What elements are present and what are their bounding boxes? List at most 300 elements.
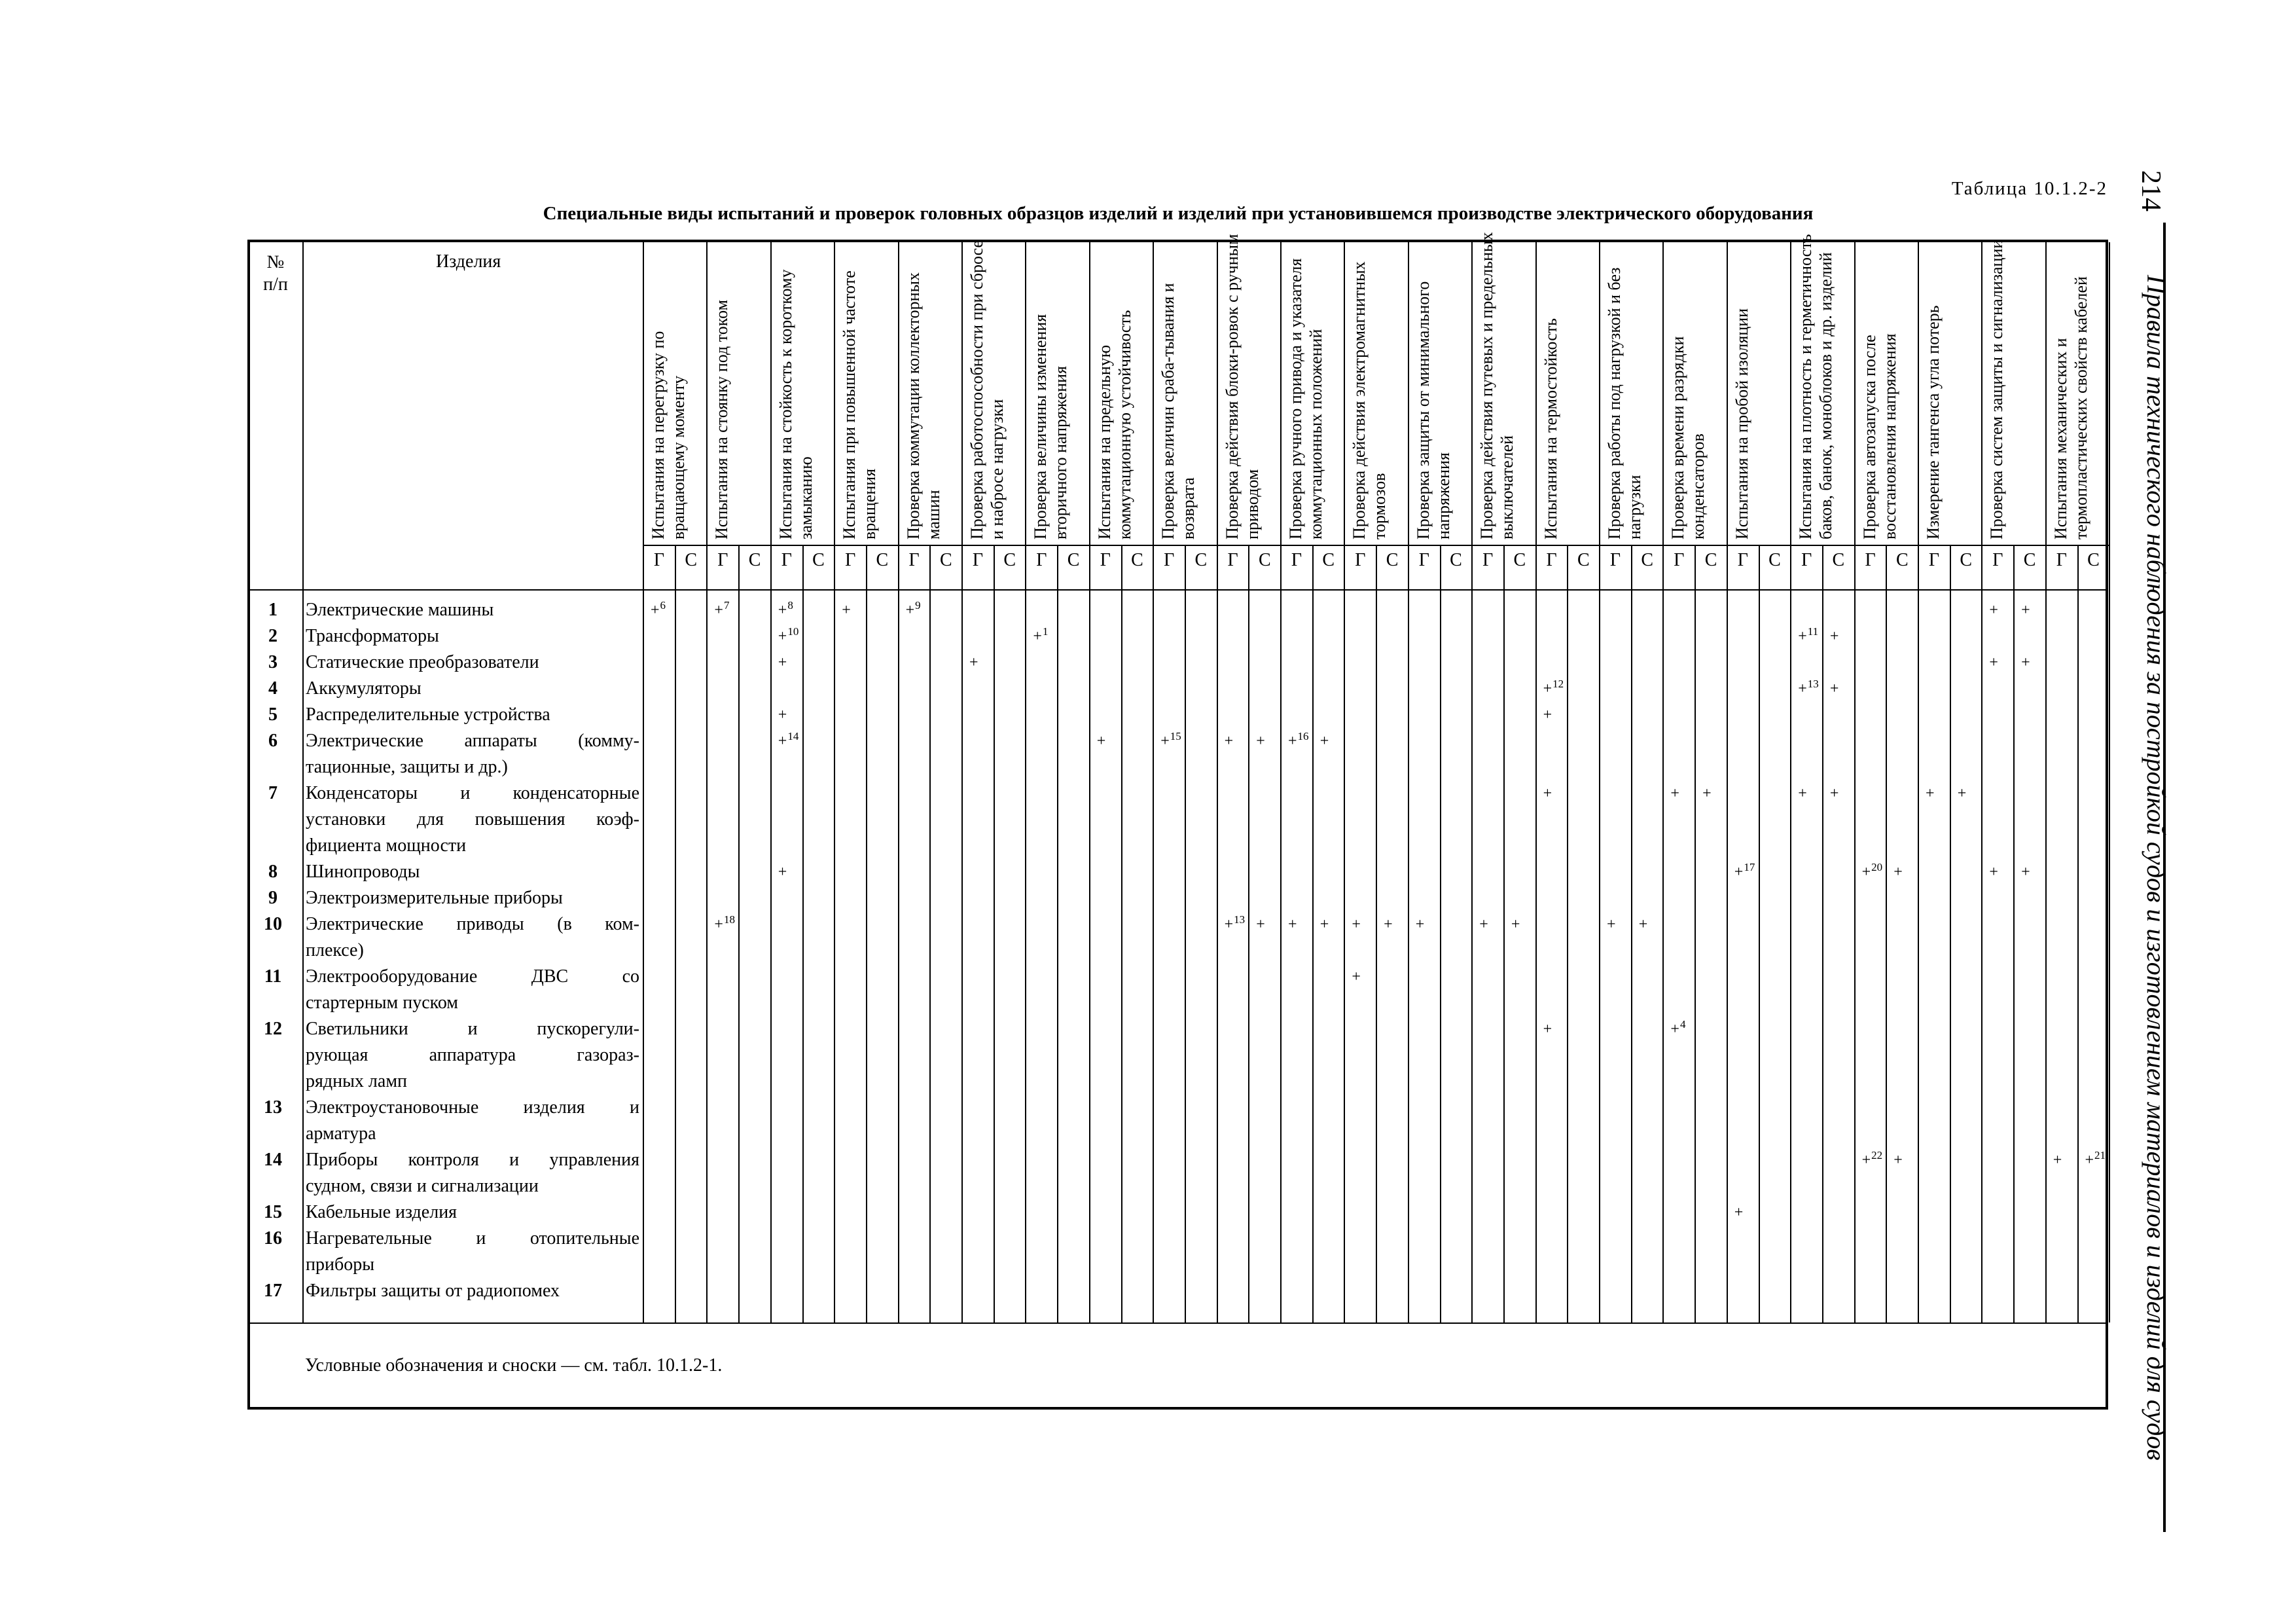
col-line <box>1217 242 1218 1322</box>
test-mark <box>1861 1149 1883 1169</box>
mark-footnote-ref: 12 <box>1552 678 1564 690</box>
col-line <box>1248 545 1249 1322</box>
test-mark <box>1861 861 1883 881</box>
header-s: С <box>812 550 825 570</box>
header-s: С <box>1131 550 1143 570</box>
mark-symbol: + <box>1224 733 1234 750</box>
header-s: С <box>1194 550 1208 570</box>
row-number: 7 <box>268 783 278 803</box>
header-g: Г <box>908 550 920 570</box>
header-g: Г <box>1865 550 1876 570</box>
row-item-name: арматура <box>306 1123 376 1144</box>
header-s: С <box>939 550 952 570</box>
row-item-name: Конденсаторы и конденсаторные <box>306 783 639 803</box>
mark-symbol: + <box>1256 916 1265 933</box>
test-mark <box>905 599 921 619</box>
col-line <box>1153 242 1154 1322</box>
mark-symbol: + <box>1893 1152 1903 1169</box>
footnote: Условные обозначения и сноски — см. табл. 10.1.2-1. <box>305 1355 723 1376</box>
row-number: 2 <box>268 626 278 646</box>
mark-footnote-ref: 10 <box>787 625 799 638</box>
test-mark <box>2053 1152 2062 1168</box>
row-number: 6 <box>268 731 278 751</box>
col-line <box>1471 242 1473 1322</box>
col-line <box>898 242 899 1322</box>
test-header-text: Испытания механических и термопластических свойств кабелей <box>2051 276 2090 539</box>
mark-footnote-ref: 21 <box>2094 1149 2106 1161</box>
header-g: Г <box>1164 550 1175 570</box>
row-item-name: тационные, защиты и др.) <box>306 757 508 777</box>
header-s: С <box>1386 550 1399 570</box>
col-line <box>994 545 995 1322</box>
test-mark <box>778 707 787 723</box>
row-item-name: Аккумуляторы <box>306 678 422 699</box>
col-line <box>1854 242 1856 1322</box>
header-g: Г <box>2056 550 2067 570</box>
col-line <box>1535 242 1537 1322</box>
col-line <box>1790 242 1791 1322</box>
mark-symbol: + <box>778 864 787 881</box>
header-g: Г <box>1801 550 1812 570</box>
mark-symbol: + <box>1829 628 1839 645</box>
test-mark <box>1256 917 1265 932</box>
row-item-name: Электроизмерительные приборы <box>306 888 563 908</box>
test-header-text: Проверка автозапуска после восстановления напряжения <box>1859 333 1899 539</box>
mark-symbol: + <box>1256 733 1265 750</box>
mark-symbol: + <box>1607 916 1616 933</box>
mark-symbol: + <box>905 602 915 619</box>
col-line <box>1886 545 1887 1322</box>
test-mark <box>1543 786 1552 801</box>
test-mark <box>1352 969 1361 985</box>
header-s: С <box>1704 550 1717 570</box>
test-header-text: Проверка ручного привода и указателя коммутационных положений <box>1286 258 1325 539</box>
mark-footnote-ref: 9 <box>915 599 921 611</box>
test-mark <box>1702 786 1712 801</box>
test-mark <box>1288 917 1297 932</box>
test-header-text: Проверка величин сраба-тывания и возврата <box>1158 283 1198 539</box>
mark-symbol: + <box>1224 916 1234 933</box>
row-item-name: Светильники и пускорегули- <box>306 1019 639 1039</box>
col-line <box>961 242 963 1322</box>
test-mark <box>1893 1152 1903 1168</box>
mark-symbol: + <box>778 706 787 723</box>
test-mark <box>1830 681 1839 697</box>
header-s: С <box>685 550 698 570</box>
row-item-name: Кабельные изделия <box>306 1202 457 1222</box>
col-line <box>866 545 867 1322</box>
header-g: Г <box>1482 550 1494 570</box>
header-s: С <box>2023 550 2036 570</box>
mark-footnote-ref: 6 <box>660 599 666 611</box>
header-g: Г <box>1928 550 1940 570</box>
col-line <box>1822 545 1823 1322</box>
mark-symbol: + <box>1829 785 1839 802</box>
col-line <box>706 242 708 1322</box>
mark-symbol: + <box>1989 864 1998 881</box>
col-line-no <box>302 242 304 1322</box>
mark-footnote-ref: 16 <box>1297 730 1309 742</box>
mark-symbol: + <box>1798 680 1807 697</box>
col-line <box>802 545 804 1322</box>
col-line <box>1695 545 1696 1322</box>
test-mark <box>1543 1021 1552 1037</box>
col-line <box>1599 242 1600 1322</box>
test-header-text: Проверка защиты от минимального напряжения <box>1413 281 1453 539</box>
header-bottom-line <box>250 589 2106 591</box>
row-item-name: Приборы контроля и управления <box>306 1150 639 1170</box>
test-header-text: Испытания на пробой изоляции <box>1732 308 1751 539</box>
mark-symbol: + <box>1384 916 1393 933</box>
col-line <box>675 545 676 1322</box>
test-mark <box>1224 913 1246 934</box>
test-mark <box>2021 864 2030 880</box>
header-g: Г <box>1737 550 1748 570</box>
mark-footnote-ref: 13 <box>1807 678 1819 690</box>
mark-footnote-ref: 20 <box>1871 861 1883 873</box>
row-number: 1 <box>268 600 278 620</box>
mark-footnote-ref: 17 <box>1744 861 1755 873</box>
mark-footnote-ref: 4 <box>1679 1018 1686 1030</box>
header-g: Г <box>1609 550 1621 570</box>
test-mark <box>651 599 666 619</box>
test-header-text: Проверка действия электромагнитных тормозов <box>1350 261 1390 539</box>
row-item-name: Шинопроводы <box>306 862 420 882</box>
mark-footnote-ref: 13 <box>1234 913 1246 926</box>
test-mark <box>842 602 851 618</box>
col-line <box>1089 242 1090 1322</box>
row-number: 8 <box>268 862 278 882</box>
table-label: Таблица 10.1.2-2 <box>1951 178 2108 199</box>
test-mark <box>1670 786 1679 801</box>
mark-footnote-ref: 8 <box>787 599 793 611</box>
col-line <box>1662 242 1664 1322</box>
header-g: Г <box>972 550 984 570</box>
row-item-name: судном, связи и сигнализации <box>306 1176 539 1196</box>
test-mark <box>1734 1205 1744 1220</box>
mark-symbol: + <box>1957 785 1967 802</box>
mark-symbol: + <box>714 916 723 933</box>
mark-symbol: + <box>2021 654 2030 671</box>
row-number: 13 <box>264 1097 282 1118</box>
mark-footnote-ref: 15 <box>1170 730 1181 742</box>
test-mark <box>714 599 730 619</box>
mark-symbol: + <box>1096 733 1106 750</box>
header-s: С <box>2087 550 2100 570</box>
mark-symbol: + <box>1734 1204 1744 1221</box>
row-item-name: Электроустановочные изделия и <box>306 1097 639 1118</box>
row-number: 14 <box>264 1150 282 1170</box>
header-s: С <box>1960 550 1973 570</box>
test-header-text: Проверка действия путевых и предельных выключателей <box>1477 232 1517 539</box>
mark-symbol: + <box>778 733 787 750</box>
header-g: Г <box>1227 550 1238 570</box>
header-s: С <box>1832 550 1845 570</box>
test-header-text: Испытания на термостойкость <box>1541 318 1560 539</box>
col-line <box>1376 545 1377 1322</box>
test-mark <box>1607 917 1616 932</box>
header-g: Г <box>1291 550 1302 570</box>
mark-symbol: + <box>1543 1021 1552 1038</box>
test-mark <box>1893 864 1903 880</box>
mark-symbol: + <box>1702 785 1712 802</box>
test-mark <box>778 625 799 646</box>
mark-symbol: + <box>1734 864 1744 881</box>
row-item-name: рующая аппаратура газораз- <box>306 1045 639 1065</box>
col-line <box>1918 242 1919 1322</box>
mark-symbol: + <box>842 602 851 619</box>
test-mark <box>1798 786 1807 801</box>
header-g: Г <box>1674 550 1685 570</box>
row-number: 15 <box>264 1202 282 1222</box>
test-mark <box>778 599 793 619</box>
row-item-name: приборы <box>306 1254 375 1275</box>
col-line <box>834 242 835 1322</box>
row-item-name: Статические преобразователи <box>306 652 539 672</box>
col-line <box>1121 545 1122 1322</box>
col-line <box>1950 545 1951 1322</box>
mark-symbol: + <box>1798 628 1807 645</box>
mark-symbol: + <box>1670 1021 1679 1038</box>
test-header-text: Проверка коммутации коллекторных машин <box>903 272 943 539</box>
mark-footnote-ref: 11 <box>1807 625 1819 638</box>
row-number: 12 <box>264 1019 282 1039</box>
mark-symbol: + <box>1415 916 1425 933</box>
mark-symbol: + <box>1511 916 1520 933</box>
mark-symbol: + <box>1670 785 1679 802</box>
test-mark <box>1479 917 1488 932</box>
test-mark <box>1798 678 1819 698</box>
test-mark <box>1543 678 1564 698</box>
mark-symbol: + <box>651 602 660 619</box>
col-line <box>738 545 740 1322</box>
test-header-text: Испытания на стойкость к короткому замыканию <box>776 269 816 539</box>
mark-symbol: + <box>1288 733 1297 750</box>
header-item: Изделия <box>436 251 501 272</box>
col-line <box>929 545 931 1322</box>
test-header-text: Проверка действия блоки-ровок с ручным приводом <box>1222 234 1262 539</box>
row-number: 5 <box>268 704 278 725</box>
col-line <box>1344 242 1345 1322</box>
test-mark <box>1670 1018 1686 1038</box>
mark-symbol: + <box>1798 785 1807 802</box>
test-mark <box>1830 786 1839 801</box>
test-mark <box>2085 1149 2106 1169</box>
test-mark <box>1033 625 1049 646</box>
row-number: 16 <box>264 1228 282 1249</box>
test-header-text: Испытания на плотность и герметичность баков, банок, моноблоков и др. изделий <box>1796 234 1836 539</box>
header-g: Г <box>1100 550 1111 570</box>
col-line <box>1312 545 1314 1322</box>
mark-symbol: + <box>714 602 723 619</box>
row-item-name: установки для повышения коэф- <box>306 809 639 830</box>
mark-symbol: + <box>1160 733 1170 750</box>
header-g: Г <box>781 550 792 570</box>
row-item-name: фициента мощности <box>306 835 467 856</box>
mark-symbol: + <box>1989 602 1998 619</box>
test-mark <box>1989 602 1998 618</box>
col-line <box>1631 545 1632 1322</box>
header-g: Г <box>717 550 728 570</box>
header-s: С <box>748 550 761 570</box>
col-line <box>1025 242 1026 1322</box>
test-mark <box>1097 733 1106 749</box>
test-mark <box>1320 917 1329 932</box>
test-mark <box>1511 917 1520 932</box>
col-line <box>1408 242 1409 1322</box>
header-g: Г <box>1992 550 2003 570</box>
row-item-name: Фильтры защиты от радиопомех <box>306 1281 560 1301</box>
test-mark <box>1416 917 1425 932</box>
col-line <box>1759 545 1760 1322</box>
test-mark <box>1926 786 1935 801</box>
mark-symbol: + <box>1861 1152 1871 1169</box>
col-line <box>1981 242 1982 1322</box>
col-line <box>1185 545 1186 1322</box>
row-number: 10 <box>264 914 282 934</box>
header-s: С <box>1258 550 1271 570</box>
test-mark <box>1225 733 1234 749</box>
row-number: 4 <box>268 678 278 699</box>
mark-symbol: + <box>778 602 787 619</box>
test-mark <box>778 730 799 750</box>
mark-symbol: + <box>969 654 978 671</box>
mark-footnote-ref: 14 <box>787 730 799 742</box>
mark-symbol: + <box>1926 785 1935 802</box>
test-header-text: Испытания на предельную коммутационную устойчивость <box>1094 310 1134 539</box>
test-header-text: Испытания на стоянку под током <box>712 299 732 539</box>
col-line <box>1567 545 1568 1322</box>
col-line <box>1280 242 1282 1322</box>
test-header-text: Испытания на перегрузку по вращающему моменту <box>649 331 688 539</box>
mark-symbol: + <box>2021 602 2030 619</box>
test-mark <box>2021 602 2030 618</box>
row-item-name: Электрооборудование ДВС со <box>306 966 639 987</box>
col-line <box>2045 242 2047 1322</box>
row-item-name: Распределительные устройства <box>306 704 550 725</box>
col-line-item <box>643 242 644 1322</box>
test-mark <box>1256 733 1265 749</box>
row-item-name: Трансформаторы <box>306 626 439 646</box>
test-mark <box>1798 625 1819 646</box>
header-s: С <box>1450 550 1462 570</box>
row-item-name: Электрические аппараты (комму- <box>306 731 639 751</box>
header-s: С <box>876 550 889 570</box>
mark-symbol: + <box>1319 916 1329 933</box>
mark-symbol: + <box>1829 680 1839 697</box>
row-item-name: плексе) <box>306 940 364 960</box>
row-number: 3 <box>268 652 278 672</box>
test-mark <box>1989 655 1998 670</box>
mark-symbol: + <box>778 654 787 671</box>
test-mark <box>1958 786 1967 801</box>
mark-symbol: + <box>1543 706 1552 723</box>
test-mark <box>1989 864 1998 880</box>
test-table <box>247 232 2108 1410</box>
mark-symbol: + <box>1288 916 1297 933</box>
mark-symbol: + <box>1479 916 1488 933</box>
col-line <box>770 242 772 1322</box>
test-header-text: Проверка величины изменения вторичного напряжения <box>1031 314 1071 539</box>
header-s: С <box>1768 550 1781 570</box>
mark-symbol: + <box>1319 733 1329 750</box>
header-g: Г <box>653 550 665 570</box>
test-mark <box>969 655 978 670</box>
test-mark <box>1734 861 1755 881</box>
mark-symbol: + <box>1352 968 1361 985</box>
col-line <box>1503 545 1505 1322</box>
test-mark <box>1830 629 1839 644</box>
row-item-name: рядных ламп <box>306 1071 408 1091</box>
test-mark <box>1543 707 1552 723</box>
header-s: С <box>1641 550 1654 570</box>
test-mark <box>1288 730 1309 750</box>
mark-symbol: + <box>1989 654 1998 671</box>
test-mark <box>714 913 735 934</box>
header-g: Г <box>1036 550 1047 570</box>
mark-footnote-ref: 18 <box>723 913 735 926</box>
header-s: С <box>1895 550 1909 570</box>
test-mark <box>1320 733 1329 749</box>
mark-symbol: + <box>1861 864 1871 881</box>
mark-symbol: + <box>1543 785 1552 802</box>
test-header-text: Измерение тангенса угла потерь <box>1924 305 1943 539</box>
header-number: № п/п <box>263 252 288 295</box>
col-line <box>1440 545 1441 1322</box>
col-line <box>1727 242 1728 1322</box>
test-header-text: Проверка систем защиты и сигнализации <box>1987 239 2007 539</box>
mark-symbol: + <box>2053 1152 2062 1169</box>
header-s: С <box>1577 550 1590 570</box>
header-s: С <box>1067 550 1080 570</box>
col-line <box>1057 545 1058 1322</box>
row-number: 9 <box>268 888 278 908</box>
page: 214 Правила технического наблюдения за постройкой судов и изготовлением материалов и изделий для судов Таблица 10.1.2-2 Специальные виды испытаний и проверок головных образцов изделий и изделий при установившемся производстве электрического оборудования № п/п Изделия Условные обозначения и сноски — см. табл. 10.1.2-1. Испытания на перегрузку по вращающему моменту Г С Испытания на стоянку под током Г С Испытания на стойкость к короткому замыканию Г С Испытания при повышенной частоте вращения Г С Проверка коммутации коллекторных машин Г С Проверка работоспособности при сбросе и набросе нагрузки Г С Проверка величины изменения вторичного напряжения Г С Испытания на предельную коммутационную устойчивость Г С Проверка величин сраба-тывания и возврата Г С Проверка действия блоки-ровок с ручным приводом Г С Проверка ручного привода и указателя коммутационных положений Г С Проверка действия электромагнитных тормозов Г С Проверка защиты от минимального напряжения Г С Проверка действия путевых и предельных выключателей Г С Испытания на термостойкость Г С Проверка работы под нагрузкой и без нагрузки Г С Проверка времени разрядки конденсаторов Г С Испытания на пробой изоляции Г С Испытания на плотность и герметичность баков, банок, моноблоков и др. изделий Г С Проверка автозапуска после восстановления напряжения Г С Измерение тангенса угла потерь Г С Проверка систем защиты и сигнализации Г С Испытания механических и термопластических свойств кабелей Г С 1 Электрические машины 2 Трансформаторы 3 Статические преобразователи 4 Аккумуляторы 5 Распределительные устройства 6 Электрические аппараты (комму- тационные, защиты и др.) 7 Конденсаторы и конденсаторные установки для повышения коэф- фициента мощности 8 Шинопроводы 9 Электроизмерительные приборы 10 Электрические приводы (в ком- плексе) 11 Электрооборудование ДВС со стартерным пуском 12 Светильники и пускорегули- рующая аппаратура газораз- рядных ламп 13 Электроустановочные изделия и арматура 14 Приборы контроля и управления судном, связи и сигнализации 15 Кабельные изделия 16 Нагревательные и отопительные приборы 17 Фильтры защиты от радиопомех +$^6$ +$^7$ +$^8$ + +$^9$ + + +$^{10}$ +$^1$ +$^{11}$ + + + + + +$^{12}$ +$^{13}$ + + + +$^{14}$ + +$^{15}$ + + +$^{16}$ + + + + + + + + + +$^{17}$ +$^{20}$ + + + +$^{18}$ +$^{13}$ + + + + + + + + + + + + +$^4$ +$^{22}$ + + +$^{21}$ + <box>0 0 2296 1623</box>
test-header-text: Проверка работоспособности при сбросе и набросе нагрузки <box>967 240 1007 539</box>
test-header-text: Проверка времени разрядки конденсаторов <box>1668 336 1708 539</box>
header-g: Г <box>1355 550 1366 570</box>
test-mark <box>1639 917 1648 932</box>
mark-symbol: + <box>1352 916 1361 933</box>
mark-footnote-ref: 1 <box>1042 625 1049 638</box>
test-mark <box>1384 917 1393 932</box>
mark-footnote-ref: 7 <box>723 599 730 611</box>
mark-symbol: + <box>1033 628 1042 645</box>
col-line <box>2077 545 2079 1322</box>
header-s: С <box>1513 550 1526 570</box>
col-line <box>2109 242 2110 1322</box>
table-title: Специальные виды испытаний и проверок головных образцов изделий и изделий при установившемся производстве электрического оборудования <box>543 203 1814 224</box>
row-item-name: стартерным пуском <box>306 993 459 1013</box>
row-item-name: Нагревательные и отопительные <box>306 1228 639 1249</box>
header-s: С <box>1322 550 1335 570</box>
test-mark <box>2021 655 2030 670</box>
test-header-text: Проверка работы под нагрузкой и без нагрузки <box>1605 267 1644 539</box>
row-number: 11 <box>264 966 282 987</box>
mark-symbol: + <box>2085 1152 2094 1169</box>
row-number: 17 <box>264 1281 282 1301</box>
mark-symbol: + <box>1893 864 1903 881</box>
row-item-name: Электрические машины <box>306 600 494 620</box>
mark-symbol: + <box>2021 864 2030 881</box>
mark-footnote-ref: 22 <box>1871 1149 1883 1161</box>
col-line <box>2013 545 2015 1322</box>
header-g: Г <box>1418 550 1429 570</box>
body-bottom-line <box>250 1322 2106 1324</box>
mark-symbol: + <box>1543 680 1552 697</box>
test-mark <box>1352 917 1361 932</box>
header-g: Г <box>845 550 856 570</box>
